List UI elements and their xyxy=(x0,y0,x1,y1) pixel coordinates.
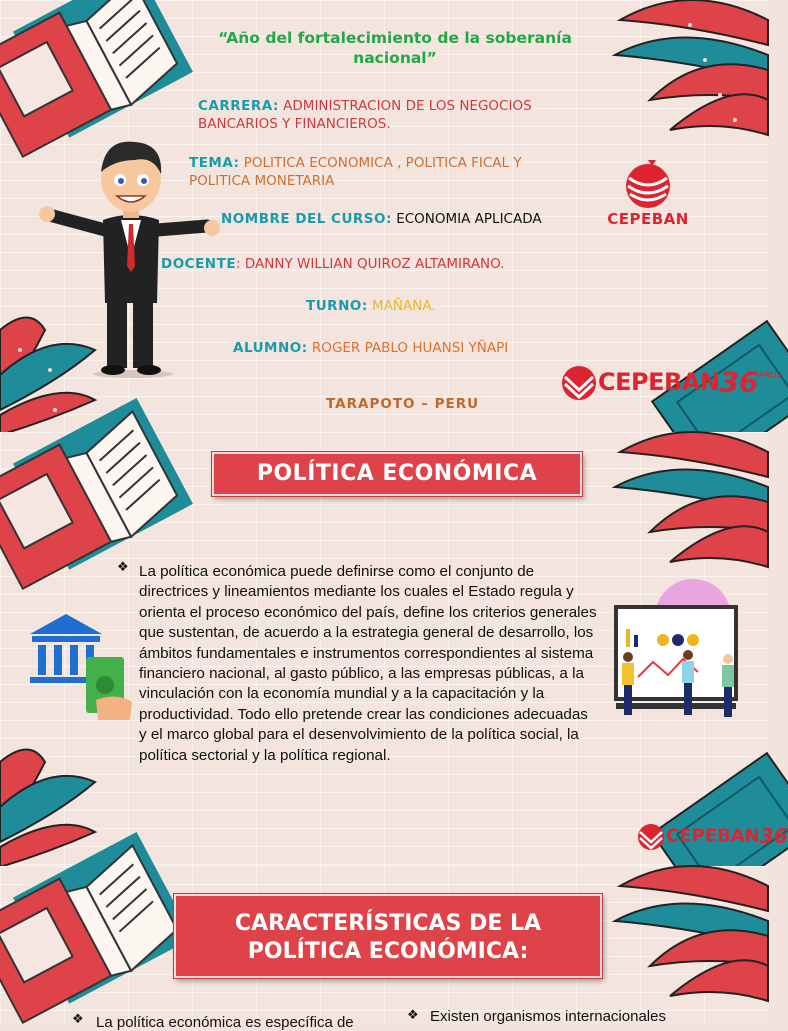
logo-text: CEPEBAN xyxy=(607,210,689,228)
logo-number: 36 xyxy=(759,824,788,848)
presentation-chart-icon xyxy=(608,577,748,727)
logo-number: 36 xyxy=(719,365,759,399)
title-line: POLÍTICA ECONÓMICA: xyxy=(247,939,529,964)
politica-economica-slide xyxy=(0,432,788,866)
field-label: DOCENTE xyxy=(161,256,237,272)
motto-text: “Año del fortalecimiento de la soberanía nacional” xyxy=(218,29,572,67)
field-value: MAÑANA. xyxy=(367,298,436,314)
open-book-icon xyxy=(0,866,175,1016)
leaf-decoration xyxy=(610,0,768,150)
field-value: ROGER PABLO HUANSI YÑAPI xyxy=(307,340,509,356)
bank-money-icon xyxy=(26,612,134,722)
title-line: CARACTERÍSTICAS DE LA xyxy=(234,911,542,936)
field-carrera xyxy=(198,97,578,133)
leaf-decoration xyxy=(0,742,110,866)
field-docente xyxy=(161,255,561,273)
characteristic-left-text: La política económica es específica de xyxy=(96,1014,354,1031)
field-label: NOMBRE DEL CURSO: xyxy=(221,211,392,227)
open-book-icon xyxy=(0,0,175,150)
field-curso xyxy=(221,210,601,228)
cepeban-logo xyxy=(605,158,691,228)
cover-slide xyxy=(0,0,782,432)
cepeban-emblem-icon xyxy=(621,158,675,208)
cepeban-emblem-icon xyxy=(636,820,666,852)
bullet-icon: ❖ xyxy=(72,1012,84,1027)
field-label: ALUMNO: xyxy=(233,340,308,356)
cepeban-36-logo xyxy=(636,820,788,852)
field-value: : DANNY WILLIAN QUIROZ ALTAMIRANO. xyxy=(236,256,505,272)
field-turno xyxy=(306,297,506,315)
bullet-icon: ❖ xyxy=(117,560,129,575)
field-value: ADMINISTRACION DE LOS NEGOCIOS BANCARIOS Y FINANCIEROS. xyxy=(198,98,532,132)
slide-title xyxy=(174,894,602,978)
bullet-icon: ❖ xyxy=(407,1008,419,1023)
open-book-icon xyxy=(0,432,175,582)
logo-text: CEPEBAN xyxy=(598,368,720,396)
field-label: TURNO: xyxy=(306,298,368,314)
field-label: TEMA: xyxy=(189,155,240,171)
leaf-decoration xyxy=(610,866,768,1016)
field-alumno xyxy=(233,339,573,357)
field-tema xyxy=(189,154,569,190)
field-value: POLITICA ECONOMICA , POLITICA FICAL Y POLITICA MONETARIA xyxy=(189,155,522,189)
field-label: CARRERA: xyxy=(198,98,279,114)
logo-suffix: AÑOS xyxy=(758,370,782,379)
characteristic-right-text: Existen organismos internacionales xyxy=(430,1008,666,1025)
city-text: TARAPOTO – PERU xyxy=(326,396,480,412)
cepeban-emblem-icon xyxy=(560,362,598,402)
definition-paragraph: La política económica puede definirse como el conjunto de directrices y lineamientos mediante los cuales el Estado regula y orienta el proceso económico del país, define los criterios generales que sustentan, de acuerdo a la estrategia general de desarrollo, los ámbitos fundamentales e instrumentos correspondientes al sistema financiero nacional, al gasto público, a las empresas públicas, a la vinculación con la economía mundial y a la capacitación y la productividad. Todo ello pretende crear las condiciones adecuadas y el marco global para el desenvolvimiento de la política social, la política sectorial y la política regional. xyxy=(139,563,597,764)
field-value: ECONOMIA APLICADA xyxy=(391,211,542,227)
leaf-decoration xyxy=(610,432,768,582)
caracteristicas-slide xyxy=(0,866,768,1031)
logo-text: CEPEBAN xyxy=(666,825,760,847)
slide-title: POLÍTICA ECONÓMICA xyxy=(212,452,582,496)
cepeban-36-logo xyxy=(560,362,781,406)
